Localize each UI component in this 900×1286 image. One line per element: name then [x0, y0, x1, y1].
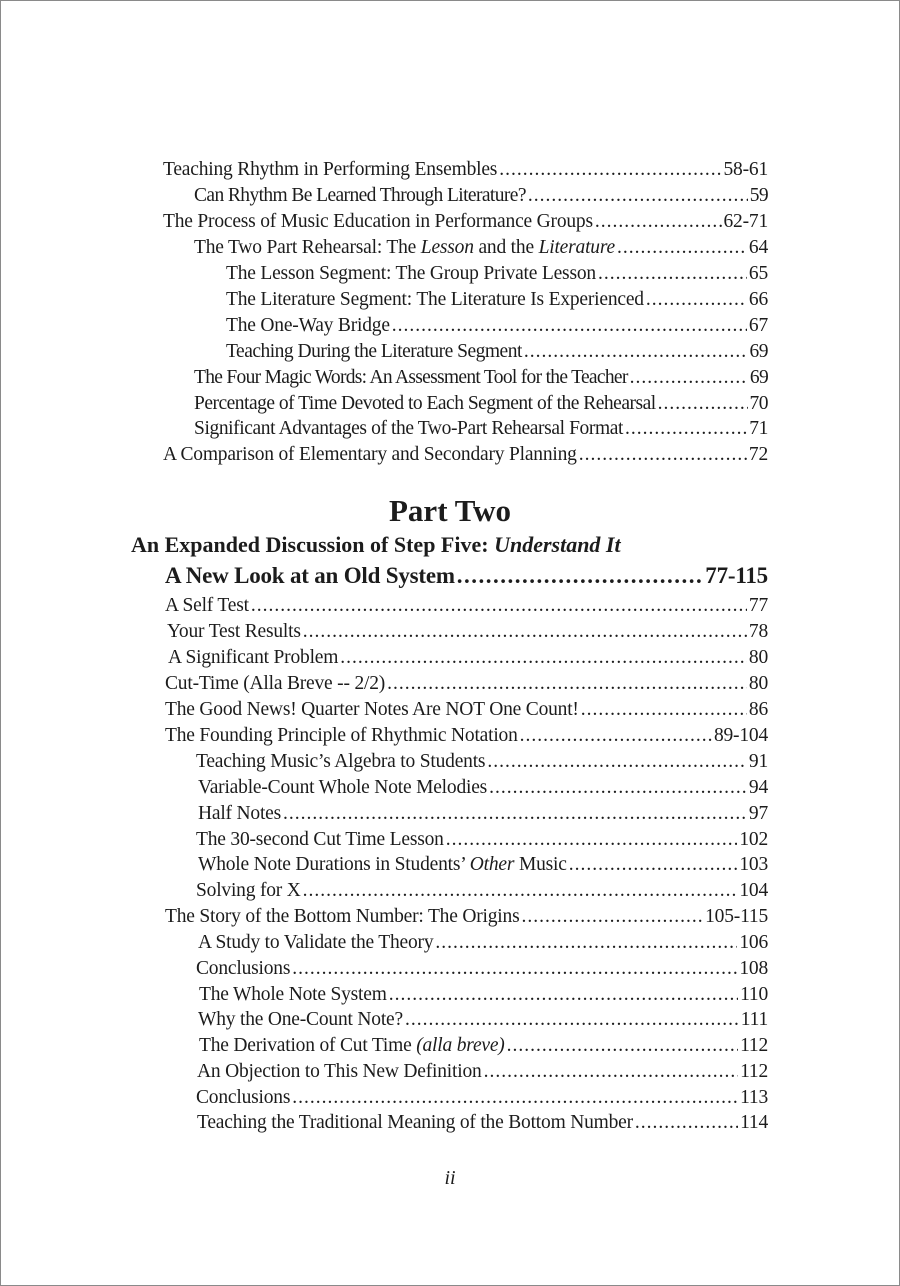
toc-entry-page: 66	[748, 289, 768, 310]
dot-leader	[303, 878, 738, 904]
toc-entry-page: 94	[748, 777, 768, 798]
dot-leader	[520, 723, 712, 749]
chapter-entry[interactable]	[165, 561, 768, 591]
part-subtitle: An Expanded Discussion of Step Five: Understand It	[131, 532, 621, 557]
toc-entry[interactable]	[196, 749, 768, 775]
toc-entry-title: Can Rhythm Be Learned Through Literature?	[194, 185, 526, 206]
toc-entry-page: 106	[739, 932, 768, 953]
dot-leader	[387, 671, 747, 697]
toc-entry[interactable]	[165, 904, 768, 930]
toc-entry-page: 105-115	[705, 906, 768, 927]
toc-entry-title: Conclusions	[196, 958, 291, 979]
toc-entry-title: Half Notes	[198, 803, 282, 824]
toc-entry-page: 58-61	[723, 159, 768, 180]
toc-entry-title: Teaching the Traditional Meaning of the Bottom Number	[197, 1112, 633, 1133]
toc-entry[interactable]	[165, 697, 768, 723]
toc-entry-page: 70	[749, 393, 768, 414]
toc-entry-title: The Good News! Quarter Notes Are NOT One Count!	[165, 699, 579, 720]
dot-leader	[521, 904, 703, 930]
toc-entry-title: Solving for X	[196, 880, 301, 901]
toc-entry-page: 112	[740, 1035, 768, 1056]
toc-entry-title: Teaching Music’s Algebra to Students	[196, 751, 486, 772]
toc-entry-title: Variable-Count Whole Note Melodies	[198, 777, 488, 798]
toc-entry[interactable]	[163, 442, 768, 468]
toc-entry[interactable]	[196, 827, 768, 853]
dot-leader	[524, 339, 748, 365]
dot-leader	[598, 261, 747, 287]
dot-leader	[625, 416, 747, 442]
dot-leader	[389, 982, 738, 1008]
chapter-page: 77-115	[705, 563, 768, 588]
toc-entry-page: 89-104	[713, 725, 768, 746]
toc-entry-page: 78	[748, 621, 768, 642]
toc-entry-page: 69	[749, 341, 768, 362]
toc-entry[interactable]	[198, 1007, 768, 1033]
toc-entry[interactable]	[194, 183, 768, 209]
toc-entry-title: The Derivation of Cut Time (alla breve)	[199, 1035, 505, 1056]
dot-leader	[528, 183, 748, 209]
toc-entry[interactable]	[165, 593, 768, 619]
toc-entry-page: 113	[740, 1087, 768, 1108]
toc-entry-page: 112	[740, 1061, 768, 1082]
dot-leader	[635, 1110, 738, 1136]
page-number: ii	[444, 1167, 456, 1189]
toc-entry-title: A Study to Validate the Theory	[198, 932, 434, 953]
toc-entry[interactable]	[194, 416, 768, 442]
toc-entry-title: The Literature Segment: The Literature Is Experienced	[226, 289, 644, 310]
toc-entry[interactable]	[194, 235, 768, 261]
toc-entry-page: 114	[740, 1112, 768, 1133]
dot-leader	[489, 775, 747, 801]
dot-leader	[646, 287, 747, 313]
toc-entry-title: Significant Advantages of the Two-Part Rehearsal Format	[194, 418, 624, 439]
dot-leader	[617, 235, 747, 261]
dot-leader	[457, 561, 704, 591]
dot-leader	[507, 1033, 738, 1059]
toc-entry[interactable]	[198, 852, 768, 878]
toc-entry[interactable]	[226, 313, 768, 339]
dot-leader	[292, 956, 737, 982]
toc-entry-title: Your Test Results	[167, 621, 301, 642]
toc-entry[interactable]	[165, 723, 768, 749]
toc-entry[interactable]	[198, 801, 768, 827]
toc-entry-title: The Two Part Rehearsal: The Lesson and the Literature	[194, 237, 615, 258]
toc-entry-title: Percentage of Time Devoted to Each Segment of the Rehearsal	[194, 393, 656, 414]
toc-entry[interactable]	[163, 209, 768, 235]
toc-entry[interactable]	[199, 982, 768, 1008]
toc-entry-page: 59	[749, 185, 768, 206]
toc-entry-page: 67	[748, 315, 768, 336]
dot-leader	[579, 442, 747, 468]
dot-leader	[658, 391, 748, 417]
toc-entry-page: 111	[740, 1009, 768, 1030]
toc-entry-title: Teaching During the Literature Segment	[226, 341, 522, 362]
toc-entry[interactable]	[226, 287, 768, 313]
toc-entry[interactable]	[194, 391, 768, 417]
dot-leader	[392, 313, 747, 339]
toc-entry-page: 80	[748, 673, 768, 694]
toc-entry-page: 69	[749, 367, 768, 388]
toc-entry[interactable]	[194, 365, 768, 391]
toc-entry-title: A Self Test	[165, 595, 249, 616]
toc-entry[interactable]	[167, 619, 768, 645]
toc-entry[interactable]	[197, 1110, 768, 1136]
toc-entry[interactable]	[165, 671, 768, 697]
part-title: Part Two	[389, 493, 511, 528]
toc-entry-title: The Four Magic Words: An Assessment Tool for the Teacher	[194, 367, 628, 388]
dot-leader	[569, 852, 738, 878]
dot-leader	[251, 593, 747, 619]
dot-leader	[630, 365, 748, 391]
toc-entry-page: 104	[739, 880, 768, 901]
dot-leader	[405, 1007, 739, 1033]
toc-entry-title: Whole Note Durations in Students’ Other Music	[198, 854, 567, 875]
toc-entry-title: The Lesson Segment: The Group Private Lesson	[226, 263, 596, 284]
toc-entry-page: 91	[748, 751, 768, 772]
dot-leader	[435, 930, 737, 956]
toc-entry-page: 97	[748, 803, 768, 824]
toc-entry[interactable]	[196, 1085, 768, 1111]
toc-entry[interactable]	[198, 930, 768, 956]
toc-entry-page: 110	[740, 984, 768, 1005]
dot-leader	[484, 1059, 739, 1085]
toc-entry[interactable]	[163, 157, 768, 183]
toc-entry[interactable]	[198, 775, 768, 801]
toc-entry-title: Why the One-Count Note?	[198, 1009, 403, 1030]
dot-leader	[340, 645, 747, 671]
toc-entry-page: 65	[748, 263, 768, 284]
toc-entry-page: 62-71	[723, 211, 768, 232]
chapter-title: A New Look at an Old System	[165, 563, 455, 588]
toc-entry[interactable]	[168, 645, 768, 671]
dot-leader	[499, 157, 721, 183]
dot-leader	[283, 801, 747, 827]
toc-entry[interactable]	[226, 339, 768, 365]
dot-leader	[446, 827, 738, 853]
toc-entry-page: 103	[739, 854, 768, 875]
toc-entry-title: The Process of Music Education in Performance Groups	[163, 211, 593, 232]
toc-entry-title: Conclusions	[196, 1087, 291, 1108]
toc-entry-title: A Comparison of Elementary and Secondary Planning	[163, 444, 577, 465]
toc-entry-title: The Story of the Bottom Number: The Origins	[165, 906, 520, 927]
toc-entry-title: Teaching Rhythm in Performing Ensembles	[163, 159, 498, 180]
toc-entry[interactable]	[226, 261, 768, 287]
toc-entry-title: The 30-second Cut Time Lesson	[196, 829, 444, 850]
toc-entry[interactable]	[197, 1059, 768, 1085]
toc-entry-page: 71	[749, 418, 768, 439]
toc-entry-page: 86	[748, 699, 768, 720]
toc-entry-title: Cut-Time (Alla Breve -- 2/2)	[165, 673, 386, 694]
toc-entry-page: 80	[748, 647, 768, 668]
toc-entry-page: 72	[748, 444, 768, 465]
dot-leader	[487, 749, 747, 775]
toc-entry-title: An Objection to This New Definition	[197, 1061, 482, 1082]
toc-entry-page: 77	[748, 595, 768, 616]
toc-entry[interactable]	[199, 1033, 768, 1059]
toc-entry-page: 108	[739, 958, 768, 979]
toc-entry-title: A Significant Problem	[168, 647, 339, 668]
dot-leader	[581, 697, 747, 723]
dot-leader	[292, 1085, 738, 1111]
toc-entry[interactable]	[196, 878, 768, 904]
toc-entry-page: 64	[748, 237, 768, 258]
toc-entry-title: The Whole Note System	[199, 984, 387, 1005]
dot-leader	[303, 619, 747, 645]
toc-entry[interactable]	[196, 956, 768, 982]
dot-leader	[595, 209, 722, 235]
toc-entry-page: 102	[739, 829, 768, 850]
toc-entry-title: The One-Way Bridge	[226, 315, 390, 336]
toc-entry-title: The Founding Principle of Rhythmic Notation	[165, 725, 518, 746]
